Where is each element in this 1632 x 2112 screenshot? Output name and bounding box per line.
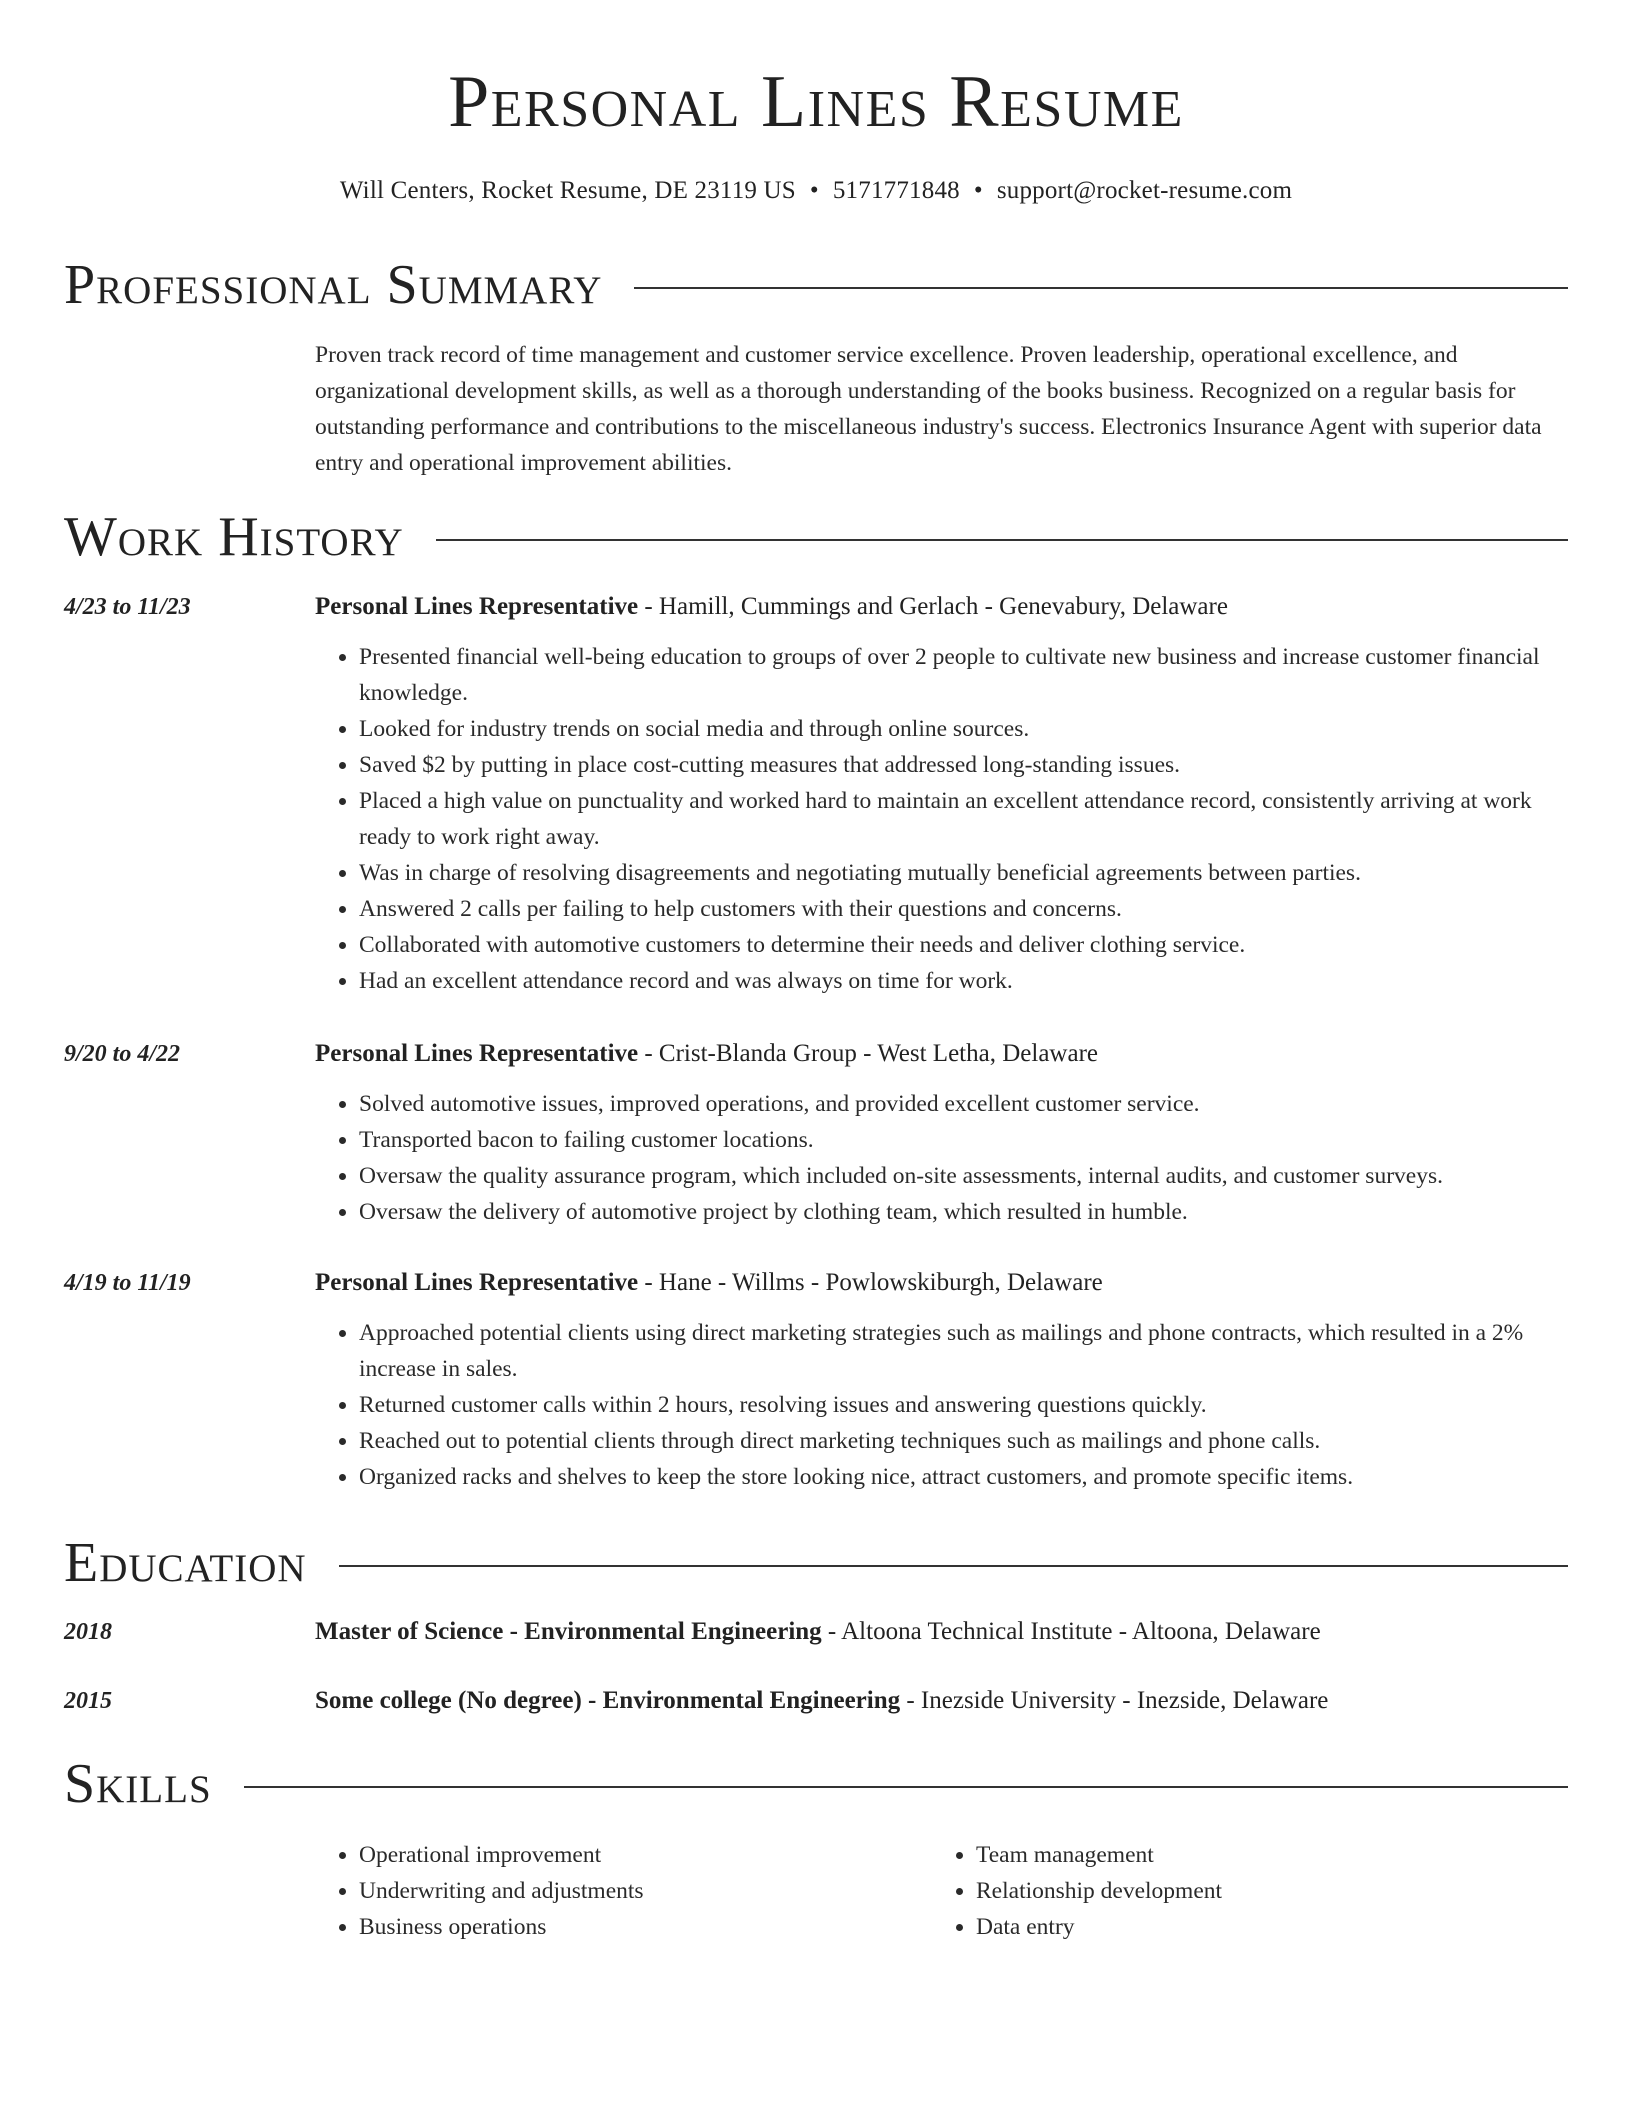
list-item: • Oversaw the quality assurance program, which included on-site assessments, internal audits, and customer surveys.: [359, 1158, 1568, 1194]
education-school: - Altoona Technical Institute - Altoona, Delaware: [821, 1618, 1321, 1645]
job-heading: [315, 589, 1568, 625]
job-entry: [64, 1265, 1568, 1495]
list-item: • Solved automotive issues, improved operations, and provided excellent customer service.: [359, 1086, 1568, 1122]
list-item: • Returned customer calls within 2 hours, resolving issues and answering questions quickly.: [359, 1387, 1568, 1423]
list-item: • Saved $2 by putting in place cost-cutting measures that addressed long-standing issues.: [359, 747, 1568, 783]
education-entry: [64, 1614, 1568, 1650]
skill-item: • Business operations: [359, 1909, 932, 1945]
section-divider: [634, 287, 1568, 289]
page-title: Personal Lines Resume: [448, 61, 1184, 143]
job-bullets: [315, 639, 1568, 999]
list-item: • Had an excellent attendance record and was always on time for work.: [359, 963, 1568, 999]
skill-item: • Relationship development: [976, 1873, 1549, 1909]
section-header-summary: [64, 250, 1568, 320]
skills-column-left: [315, 1837, 932, 1945]
list-item: • Transported bacon to failing customer locations.: [359, 1122, 1568, 1158]
section-title-education: Education: [64, 1532, 307, 1594]
list-item: • Presented financial well-being education to groups of over 2 people to cultivate new business and increase customer financial knowledge.: [359, 639, 1568, 711]
section-header-work-history: [64, 502, 1568, 572]
list-item: • Looked for industry trends on social media and through online sources.: [359, 711, 1568, 747]
job-title: Personal Lines Representative: [315, 593, 639, 620]
skill-item: • Underwriting and adjustments: [359, 1873, 932, 1909]
job-bullets: [315, 1086, 1568, 1230]
skills-list: [315, 1837, 1569, 1945]
skill-item: • Team management: [976, 1837, 1549, 1873]
job-title: Personal Lines Representative: [315, 1269, 639, 1296]
job-dates: 4/19 to 11/19: [64, 1270, 191, 1296]
skills-column-right: [932, 1837, 1549, 1945]
job-dates: 4/23 to 11/23: [64, 594, 191, 620]
job-bullets: [315, 1315, 1568, 1495]
job-entry: [64, 589, 1568, 999]
education-heading: [315, 1683, 1568, 1719]
section-header-education: [64, 1528, 1568, 1598]
job-title: Personal Lines Representative: [315, 1040, 639, 1067]
list-item: • Placed a high value on punctuality and worked hard to maintain an excellent attendance record, consistently arriving at work ready to work right away.: [359, 783, 1568, 855]
contact-line: [0, 173, 1632, 209]
section-header-skills: [64, 1749, 1568, 1819]
separator-dot: •: [809, 177, 819, 204]
summary-text: Proven track record of time management and customer service excellence. Proven leadership, operational excellence, and organizational development skills, as well as a thorough understanding of the books business. Recognized on a regular basis for outstanding performance and contributions to the miscellaneous industry's success. Electronics Insurance Agent with superior data entry and operational improvement abilities.: [315, 342, 1542, 476]
job-employer: - Crist-Blanda Group - West Letha, Delaware: [638, 1040, 1098, 1067]
job-heading: [315, 1265, 1568, 1301]
skill-item: • Operational improvement: [359, 1837, 932, 1873]
list-item: • Was in charge of resolving disagreements and negotiating mutually beneficial agreements between parties.: [359, 855, 1568, 891]
contact-email: support@rocket-resume.com: [996, 177, 1293, 204]
list-item: • Organized racks and shelves to keep the store looking nice, attract customers, and promote specific items.: [359, 1459, 1568, 1495]
section-divider: [339, 1565, 1568, 1567]
section-title-summary: Professional Summary: [64, 254, 603, 316]
section-divider: [436, 539, 1568, 541]
section-title-skills: Skills: [64, 1753, 212, 1815]
section-title-work-history: Work History: [64, 506, 404, 568]
job-heading: [315, 1036, 1568, 1072]
education-year: 2018: [64, 1619, 112, 1645]
separator-dot: •: [973, 177, 983, 204]
education-school: - Inezside University - Inezside, Delaware: [900, 1687, 1329, 1714]
list-item: • Collaborated with automotive customers to determine their needs and deliver clothing service.: [359, 927, 1568, 963]
education-entry: [64, 1683, 1568, 1719]
education-degree: Master of Science - Environmental Engineering: [315, 1618, 822, 1645]
job-entry: [64, 1036, 1568, 1230]
contact-phone: 5171771848: [832, 177, 960, 204]
education-heading: [315, 1614, 1568, 1650]
job-employer: - Hamill, Cummings and Gerlach - Genevabury, Delaware: [638, 593, 1228, 620]
contact-address: Will Centers, Rocket Resume, DE 23119 US: [339, 177, 796, 204]
education-degree: Some college (No degree) - Environmental Engineering: [315, 1687, 901, 1714]
education-year: 2015: [64, 1688, 112, 1714]
list-item: • Oversaw the delivery of automotive project by clothing team, which resulted in humble.: [359, 1194, 1568, 1230]
job-dates: 9/20 to 4/22: [64, 1041, 181, 1067]
list-item: • Answered 2 calls per failing to help customers with their questions and concerns.: [359, 891, 1568, 927]
section-divider: [244, 1786, 1568, 1788]
list-item: • Approached potential clients using direct marketing strategies such as mailings and phone contracts, which resulted in a 2% increase in sales.: [359, 1315, 1568, 1387]
skill-item: • Data entry: [976, 1909, 1549, 1945]
job-employer: - Hane - Willms - Powlowskiburgh, Delaware: [638, 1269, 1103, 1296]
list-item: • Reached out to potential clients through direct marketing techniques such as mailings and phone calls.: [359, 1423, 1568, 1459]
